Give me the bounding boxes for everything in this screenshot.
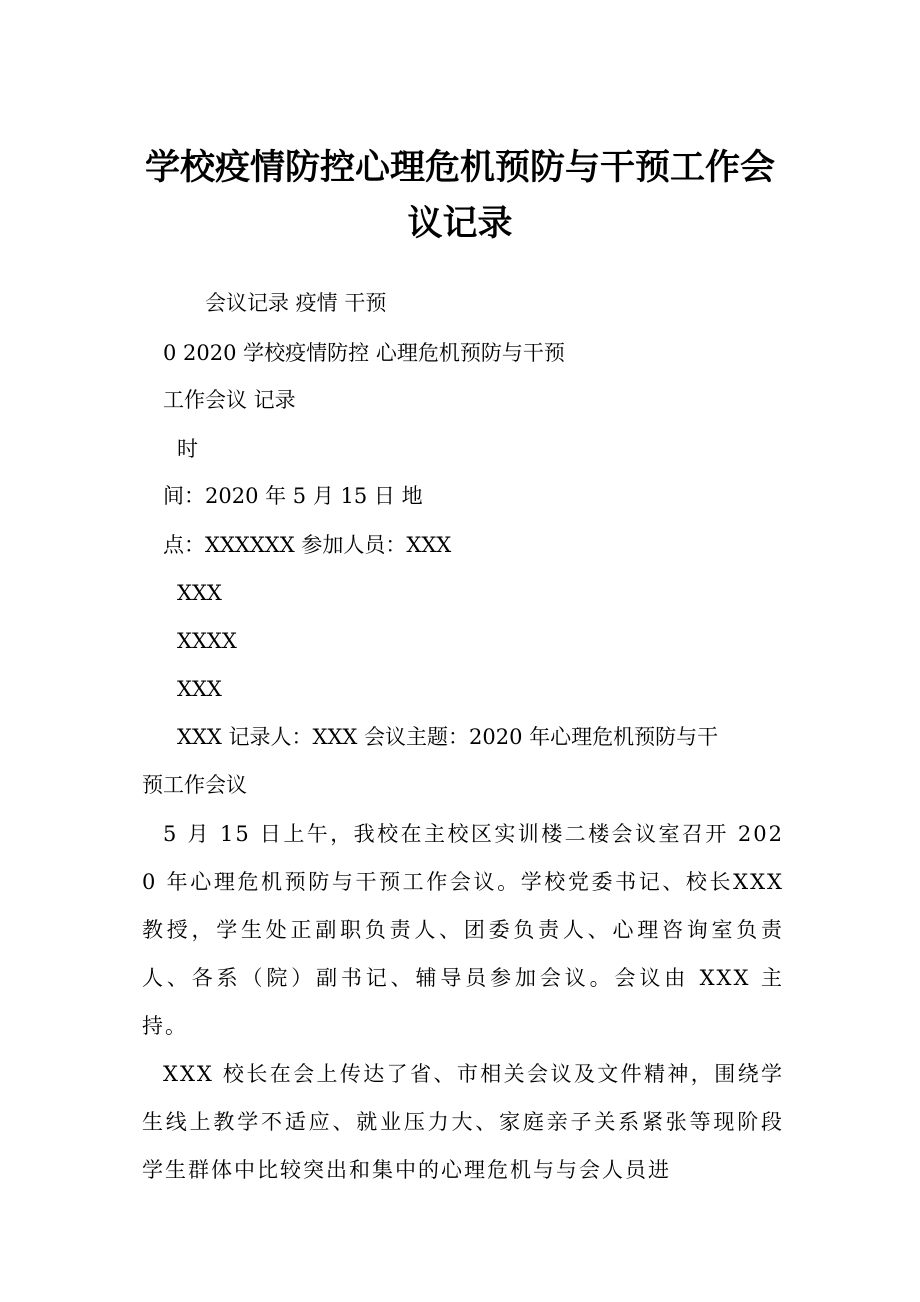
subtitle-line-2: 工作会议 记录 [163, 388, 296, 412]
subtitle-line-1: 0 2020 学校疫情防控 心理危机预防与干预 [163, 341, 565, 365]
document-title-line-1: 学校疫情防控心理危机预防与干预工作会 [144, 148, 775, 188]
document-title-line-2: 议记录 [407, 204, 513, 244]
paragraph-1: 5 月 15 日上午，我校在主校区实训楼二楼会议室召开 2020 年心理危机预防与干预工作会议。学校党委书记、校长XXX 教授，学生处正副职负责人、团委负责人、心理咨询室负责人、各系（院）副书记、辅导员参加会议。会议由 XXX 主持。 [142, 822, 784, 1038]
attendee-1: XXX [177, 581, 222, 605]
time-label: 时 [177, 437, 198, 461]
attendee-3: XXX [177, 677, 222, 701]
keywords: 会议记录 疫情 干预 [205, 291, 387, 315]
paragraph-2: XXX 校长在会上传达了省、市相关会议及文件精神，围绕学生线上教学不适应、就业压力大、家庭亲子关系紧张等现阶段学生群体中比较突出和集中的心理危机与与会人员进 [142, 1062, 784, 1182]
recorder-line-continued: 预工作会议 [142, 773, 247, 797]
place-line: 点：XXXXXX 参加人员：XXX [163, 533, 452, 557]
recorder-line: XXX 记录人：XXX 会议主题：2020 年心理危机预防与干 [177, 725, 719, 749]
attendee-2: XXXX [177, 629, 237, 653]
time-line: 间：2020 年 5 月 15 日 地 [163, 484, 423, 508]
